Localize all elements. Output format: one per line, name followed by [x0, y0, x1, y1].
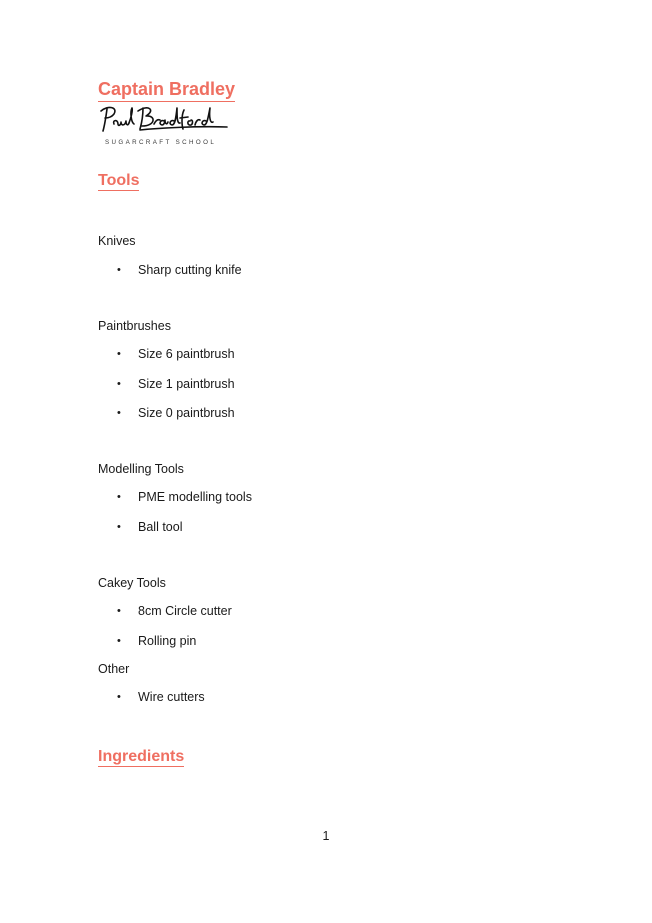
- group-label-knives: Knives: [98, 234, 136, 248]
- list-item-text: Size 6 paintbrush: [138, 347, 235, 361]
- group-label-other: Other: [98, 662, 130, 676]
- bullet: •: [117, 691, 121, 703]
- page-number: 1: [322, 829, 330, 843]
- list-item: [117, 520, 182, 535]
- list-item: [117, 634, 196, 649]
- bullet: •: [117, 491, 121, 503]
- list-item-text: Size 0 paintbrush: [138, 406, 235, 420]
- list-item-text: Rolling pin: [138, 634, 197, 648]
- list-item-text: Ball tool: [138, 520, 183, 534]
- group-label-paintbrushes: Paintbrushes: [98, 319, 171, 333]
- list-item: [117, 604, 232, 619]
- list-item-text: Sharp cutting knife: [138, 263, 242, 277]
- logo-subtitle: SUGARCRAFT SCHOOL: [105, 139, 217, 146]
- list-item-text: Wire cutters: [138, 690, 205, 704]
- list-item-text: PME modelling tools: [138, 490, 252, 504]
- list-item-text: Size 1 paintbrush: [138, 377, 235, 391]
- bullet: •: [117, 348, 121, 360]
- bullet: •: [117, 264, 121, 276]
- bullet: •: [117, 605, 121, 617]
- document-title: Captain Bradley: [98, 78, 235, 102]
- group-label-modelling-tools: Modelling Tools: [98, 462, 184, 476]
- bullet: •: [117, 521, 121, 533]
- section-heading-ingredients: Ingredients: [98, 748, 185, 765]
- list-item: [117, 490, 252, 505]
- bullet: •: [117, 378, 121, 390]
- bullet: •: [117, 635, 121, 647]
- group-label-cakey-tools: Cakey Tools: [98, 576, 166, 590]
- signature-logo-image: [100, 104, 228, 138]
- list-item-text: 8cm Circle cutter: [138, 604, 232, 618]
- list-item: [117, 690, 205, 705]
- section-heading-tools: Tools: [98, 172, 140, 189]
- list-item: [117, 263, 242, 278]
- list-item: [117, 347, 235, 362]
- bullet: •: [117, 407, 121, 419]
- list-item: [117, 377, 235, 392]
- list-item: [117, 406, 235, 421]
